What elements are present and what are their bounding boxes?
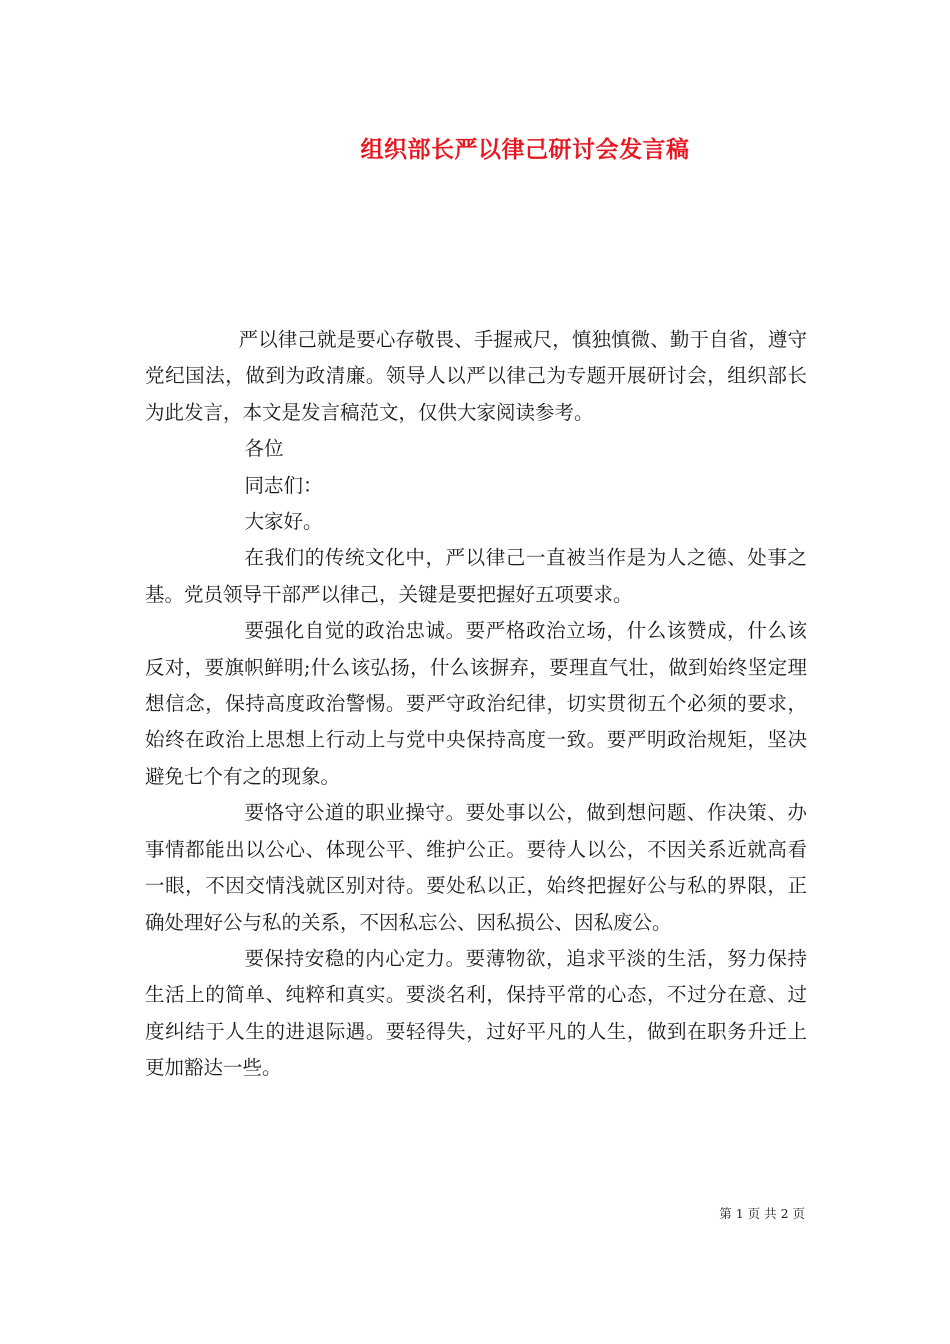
greeting-line: 大家好。 bbox=[244, 510, 323, 534]
intro-paragraph: 严以律己就是要心存敬畏、手握戒尺，慎独慎微、勤于自省，遵守党纪国法，做到为政清廉。领导人以严以律己为专题开展研讨会，组织部长为此发言，本文是发言稿范文，仅供大家阅读参考。 bbox=[145, 328, 807, 424]
body-paragraph-inner-composure: 要保持安稳的内心定力。要薄物欲，追求平淡的生活，努力保持生活上的简单、纯粹和真实。要淡名利，保持平常的心态，不过分在意、过度纠结于人生的进退际遇。要轻得失，过好平凡的人生，做到在职务升迁上更加豁达一些。 bbox=[145, 946, 807, 1080]
document-body bbox=[145, 322, 807, 1087]
body-paragraph-political-loyalty: 要强化自觉的政治忠诚。要严格政治立场，什么该赞成，什么该反对，要旗帜鲜明;什么该弘扬，什么该摒弃，要理直气壮，做到始终坚定理想信念，保持高度政治警惕。要严守政治纪律，切实贯彻五个必须的要求，始终在政治上思想上行动上与党中央保持高度一致。要严明政治规矩，坚决避免七个有之的现象。 bbox=[145, 619, 807, 788]
salutation-line: 各位 bbox=[244, 437, 284, 461]
page-number: 第 1 页 共 2 页 bbox=[719, 1206, 805, 1221]
salutation-comrades: 同志们： bbox=[244, 473, 323, 497]
document-title: 组织部长严以律己研讨会发言稿 bbox=[360, 136, 690, 163]
body-paragraph-culture: 在我们的传统文化中，严以律己一直被当作是为人之德、处事之基。党员领导干部严以律己，关键是要把握好五项要求。 bbox=[145, 546, 807, 606]
body-paragraph-professional-ethics: 要恪守公道的职业操守。要处事以公，做到想问题、作决策、办事情都能出以公心、体现公平、维护公正。要待人以公，不因关系近就高看一眼，不因交情浅就区别对待。要处私以正，始终把握好公与私的界限，正确处理好公与私的关系，不因私忘公、因私损公、因私废公。 bbox=[145, 801, 807, 934]
